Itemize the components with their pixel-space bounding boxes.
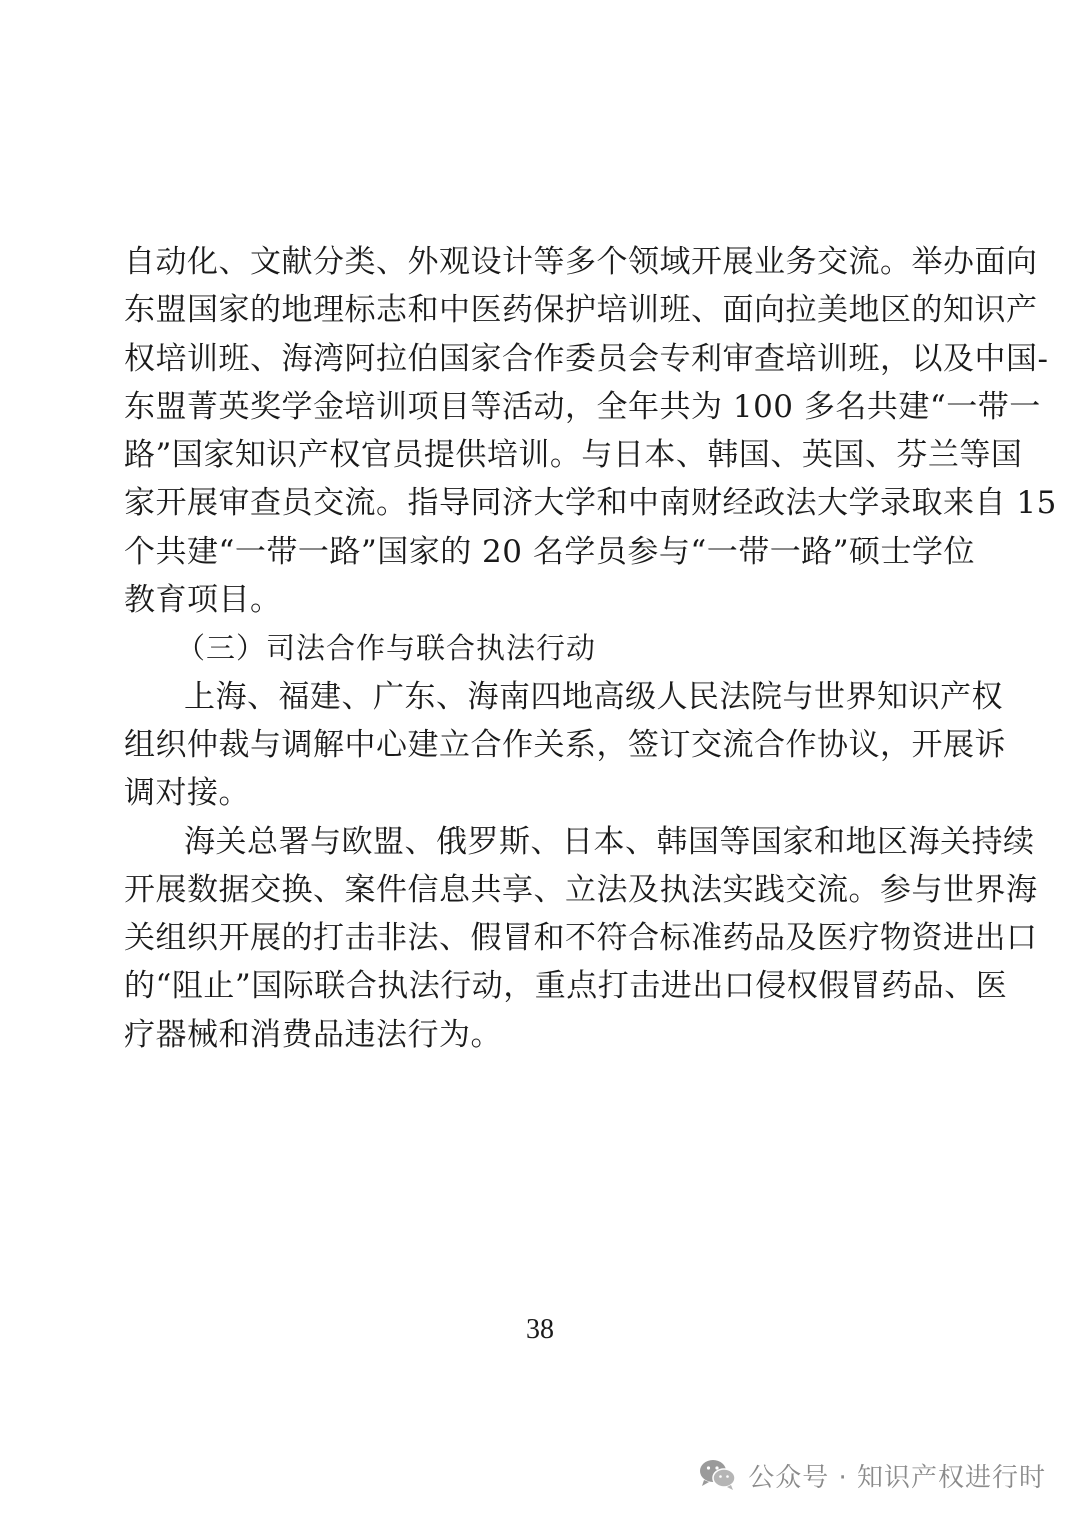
- paragraph-customs-enforcement: [124, 818, 1038, 1059]
- text-line: 个共建“一带一路”国家的 20 名学员参与“一带一路”硕士学位: [124, 533, 976, 570]
- page-body: [124, 238, 1057, 1059]
- paragraph-judicial-cooperation: [124, 673, 1006, 818]
- text-line: 海关总署与欧盟、俄罗斯、日本、韩国等国家和地区海关持续: [184, 823, 1035, 860]
- text-line: 东盟菁英奖学金培训项目等活动，全年共为 100 多名共建“一带一: [124, 388, 1041, 425]
- text-line: 路”国家知识产权官员提供培训。与日本、韩国、英国、芬兰等国: [124, 437, 1023, 474]
- paragraph-international-training: [124, 238, 1057, 624]
- wechat-icon: [698, 1458, 738, 1492]
- text-line: 权培训班、海湾阿拉伯国家合作委员会专利审查培训班，以及中国-: [124, 340, 1049, 377]
- section-heading: （三）司法合作与联合执法行动: [176, 631, 597, 666]
- page-number: 38: [526, 1314, 554, 1345]
- text-line: 教育项目。: [124, 582, 282, 619]
- text-line: 开展数据交换、案件信息共享、立法及执法实践交流。参与世界海: [124, 871, 1038, 908]
- text-line: 疗器械和消费品违法行为。: [124, 1016, 502, 1053]
- watermark-text: 公众号 · 知识产权进行时: [748, 1462, 1046, 1493]
- text-line: 自动化、文献分类、外观设计等多个领域开展业务交流。举办面向: [124, 244, 1038, 280]
- text-line: 东盟国家的地理标志和中医药保护培训班、面向拉美地区的知识产: [124, 292, 1038, 329]
- text-line: 家开展审查员交流。指导同济大学和中南财经政法大学录取来自 15: [124, 485, 1057, 522]
- text-line: 调对接。: [124, 775, 250, 812]
- text-line: 上海、福建、广东、海南四地高级人民法院与世界知识产权: [184, 678, 1003, 715]
- text-line: 的“阻止”国际联合执法行动，重点打击进出口侵权假冒药品、医: [124, 968, 1008, 1005]
- text-line: 关组织开展的打击非法、假冒和不符合标准药品及医疗物资进出口: [124, 920, 1038, 957]
- wechat-watermark: [698, 1455, 1046, 1495]
- text-line: 组织仲裁与调解中心建立合作关系，签订交流合作协议，开展诉: [124, 726, 1006, 763]
